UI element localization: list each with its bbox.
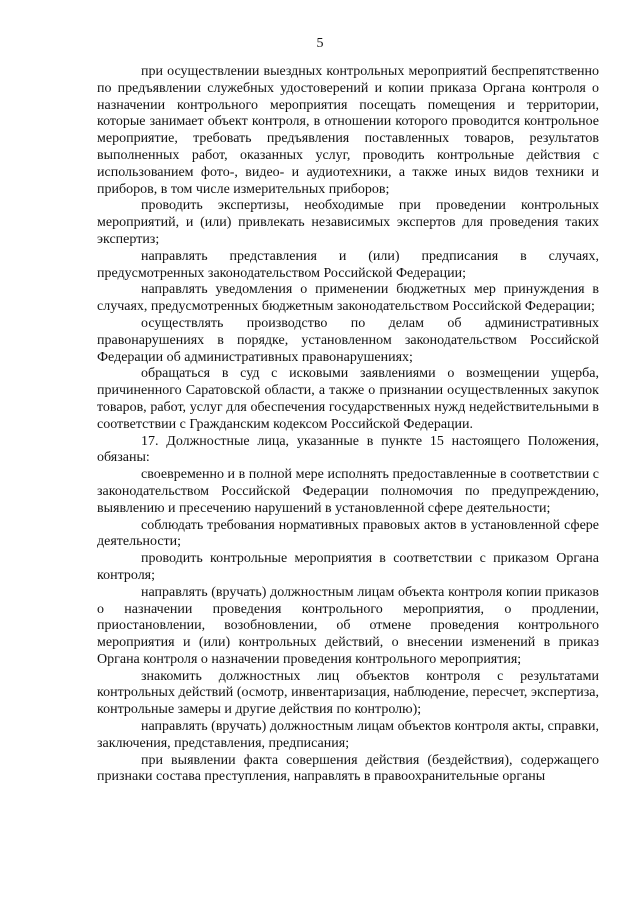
paragraph: проводить экспертизы, необходимые при проведении контрольных мероприятий, и (или) привлекать независимых экспертов для проведения таких экспертиз; (97, 198, 599, 247)
paragraph: направлять (вручать) должностным лицам объектов контроля акты, справки, заключения, представления, предписания; (97, 719, 599, 751)
paragraph: знакомить должностных лиц объектов контроля с результатами контрольных действий (осмотр, инвентаризация, наблюдение, пересчет, экспертиза, контрольные замеры и другие действия по контролю); (97, 668, 599, 718)
paragraph: при выявлении факта совершения действия (бездействия), содержащего признаки состава преступления, направлять в правоохранительные органы (97, 752, 599, 785)
paragraph: проводить контрольные мероприятия в соответствии с приказом Органа контроля; (97, 551, 599, 583)
paragraph: направлять уведомления о применении бюджетных мер принуждения в случаях, предусмотренных бюджетным законодательством Российской Федерации; (97, 282, 599, 315)
paragraph: направлять представления и (или) предписания в случаях, предусмотренных законодательством Российской Федерации; (97, 248, 599, 281)
document-body (97, 64, 599, 786)
paragraph: обращаться в суд с исковыми заявлениями о возмещении ущерба, причиненного Саратовской области, а также о признании осуществленных закупок товаров, работ, услуг для обеспечения государственных нужд недействительными в соответствии с Гражданским кодексом Российской Федерации. (97, 366, 599, 432)
paragraph: осуществлять производство по делам об административных правонарушениях в порядке, установленном законодательством Российской Федерации об административных правонарушениях; (97, 315, 599, 365)
paragraph: соблюдать требования нормативных правовых актов в установленной сфере деятельности; (97, 517, 599, 550)
page-number: 5 (316, 36, 324, 51)
paragraph: 17. Должностные лица, указанные в пункте 15 настоящего Положения, обязаны: (97, 433, 599, 466)
paragraph: своевременно и в полной мере исполнять предоставленные в соответствии с законодательством Российской Федерации полномочия по предупреждению, выявлению и пресечению нарушений в установленной сфере деятельности; (97, 467, 599, 516)
paragraph: при осуществлении выездных контрольных мероприятий беспрепятственно по предъявлении служебных удостоверений и копии приказа Органа контроля о назначении контрольного мероприятия посещать помещения и территории, которые занимает объект контроля, в отношении которого проводится контрольное мероприятие, требовать предъявления поставленных товаров, результатов выполненных работ, оказанных услуг, проводить контрольные действия с использованием фото-, видео- и аудиотехники, а также иных видов техники и приборов, в том числе измерительных приборов; (97, 64, 599, 197)
paragraph: направлять (вручать) должностным лицам объекта контроля копии приказов о назначении проведения контрольного мероприятия, о продлении, приостановлении, возобновлении, об отмене проведения контрольного мероприятия и (или) контрольных действий, о внесении изменений в приказ Органа контроля о назначении проведения контрольного мероприятия; (97, 584, 599, 667)
